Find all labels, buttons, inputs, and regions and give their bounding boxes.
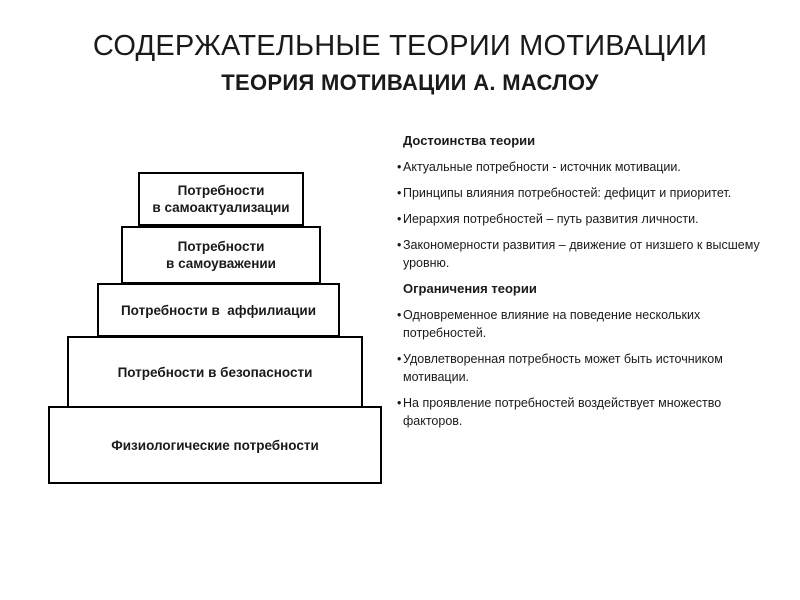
limitation-item	[397, 306, 777, 342]
limitation-text: Одновременное влияние на поведение нескольких потребностей.	[403, 308, 701, 340]
level-label-line: в самоуважении	[166, 256, 276, 271]
bullet-marker: •	[397, 212, 402, 226]
pyramid-level-physiological	[48, 406, 382, 484]
advantage-item	[397, 184, 777, 202]
page-title: СОДЕРЖАТЕЛЬНЫЕ ТЕОРИИ МОТИВАЦИИ	[92, 30, 708, 62]
level-label-line: Потребности в безопасности	[117, 364, 313, 380]
advantage-item	[397, 158, 777, 176]
advantage-text: Принципы влияния потребностей: дефицит и приоритет.	[403, 186, 732, 200]
advantage-text: Закономерности развития – движение от низшего к высшему уровню.	[403, 238, 760, 270]
limitation-text: На проявление потребностей воздействует множество факторов.	[403, 396, 722, 428]
level-label-line: Потребности	[177, 183, 265, 198]
page-subtitle: ТЕОРИЯ МОТИВАЦИИ А. МАСЛОУ	[221, 70, 599, 95]
bullet-marker: •	[397, 160, 402, 174]
level-label-line: Потребности в аффилиации	[120, 302, 317, 318]
advantage-item	[397, 236, 777, 272]
advantage-text: Иерархия потребностей – путь развития личности.	[403, 212, 699, 226]
level-label-line: Физиологические потребности	[111, 437, 319, 453]
advantage-item	[397, 210, 777, 228]
bullet-marker: •	[397, 396, 402, 410]
level-label-line: Потребности	[177, 239, 265, 254]
advantages-heading: Достоинства теории	[403, 133, 536, 148]
theory-description-panel	[397, 132, 777, 438]
limitation-item	[397, 350, 777, 386]
pyramid-level-safety	[67, 336, 363, 408]
limitation-item	[397, 394, 777, 430]
bullet-marker: •	[397, 238, 402, 252]
advantage-text: Актуальные потребности - источник мотивации.	[403, 160, 681, 174]
limitations-heading: Ограничения теории	[403, 281, 537, 296]
pyramid-level-self-actualization	[138, 172, 304, 226]
bullet-marker: •	[397, 352, 402, 366]
level-label-line: в самоактуализации	[152, 200, 290, 215]
bullet-marker: •	[397, 308, 402, 322]
bullet-marker: •	[397, 186, 402, 200]
pyramid-level-esteem	[121, 226, 321, 284]
pyramid-level-affiliation	[97, 283, 340, 337]
limitation-text: Удовлетворенная потребность может быть источником мотивации.	[403, 352, 723, 384]
